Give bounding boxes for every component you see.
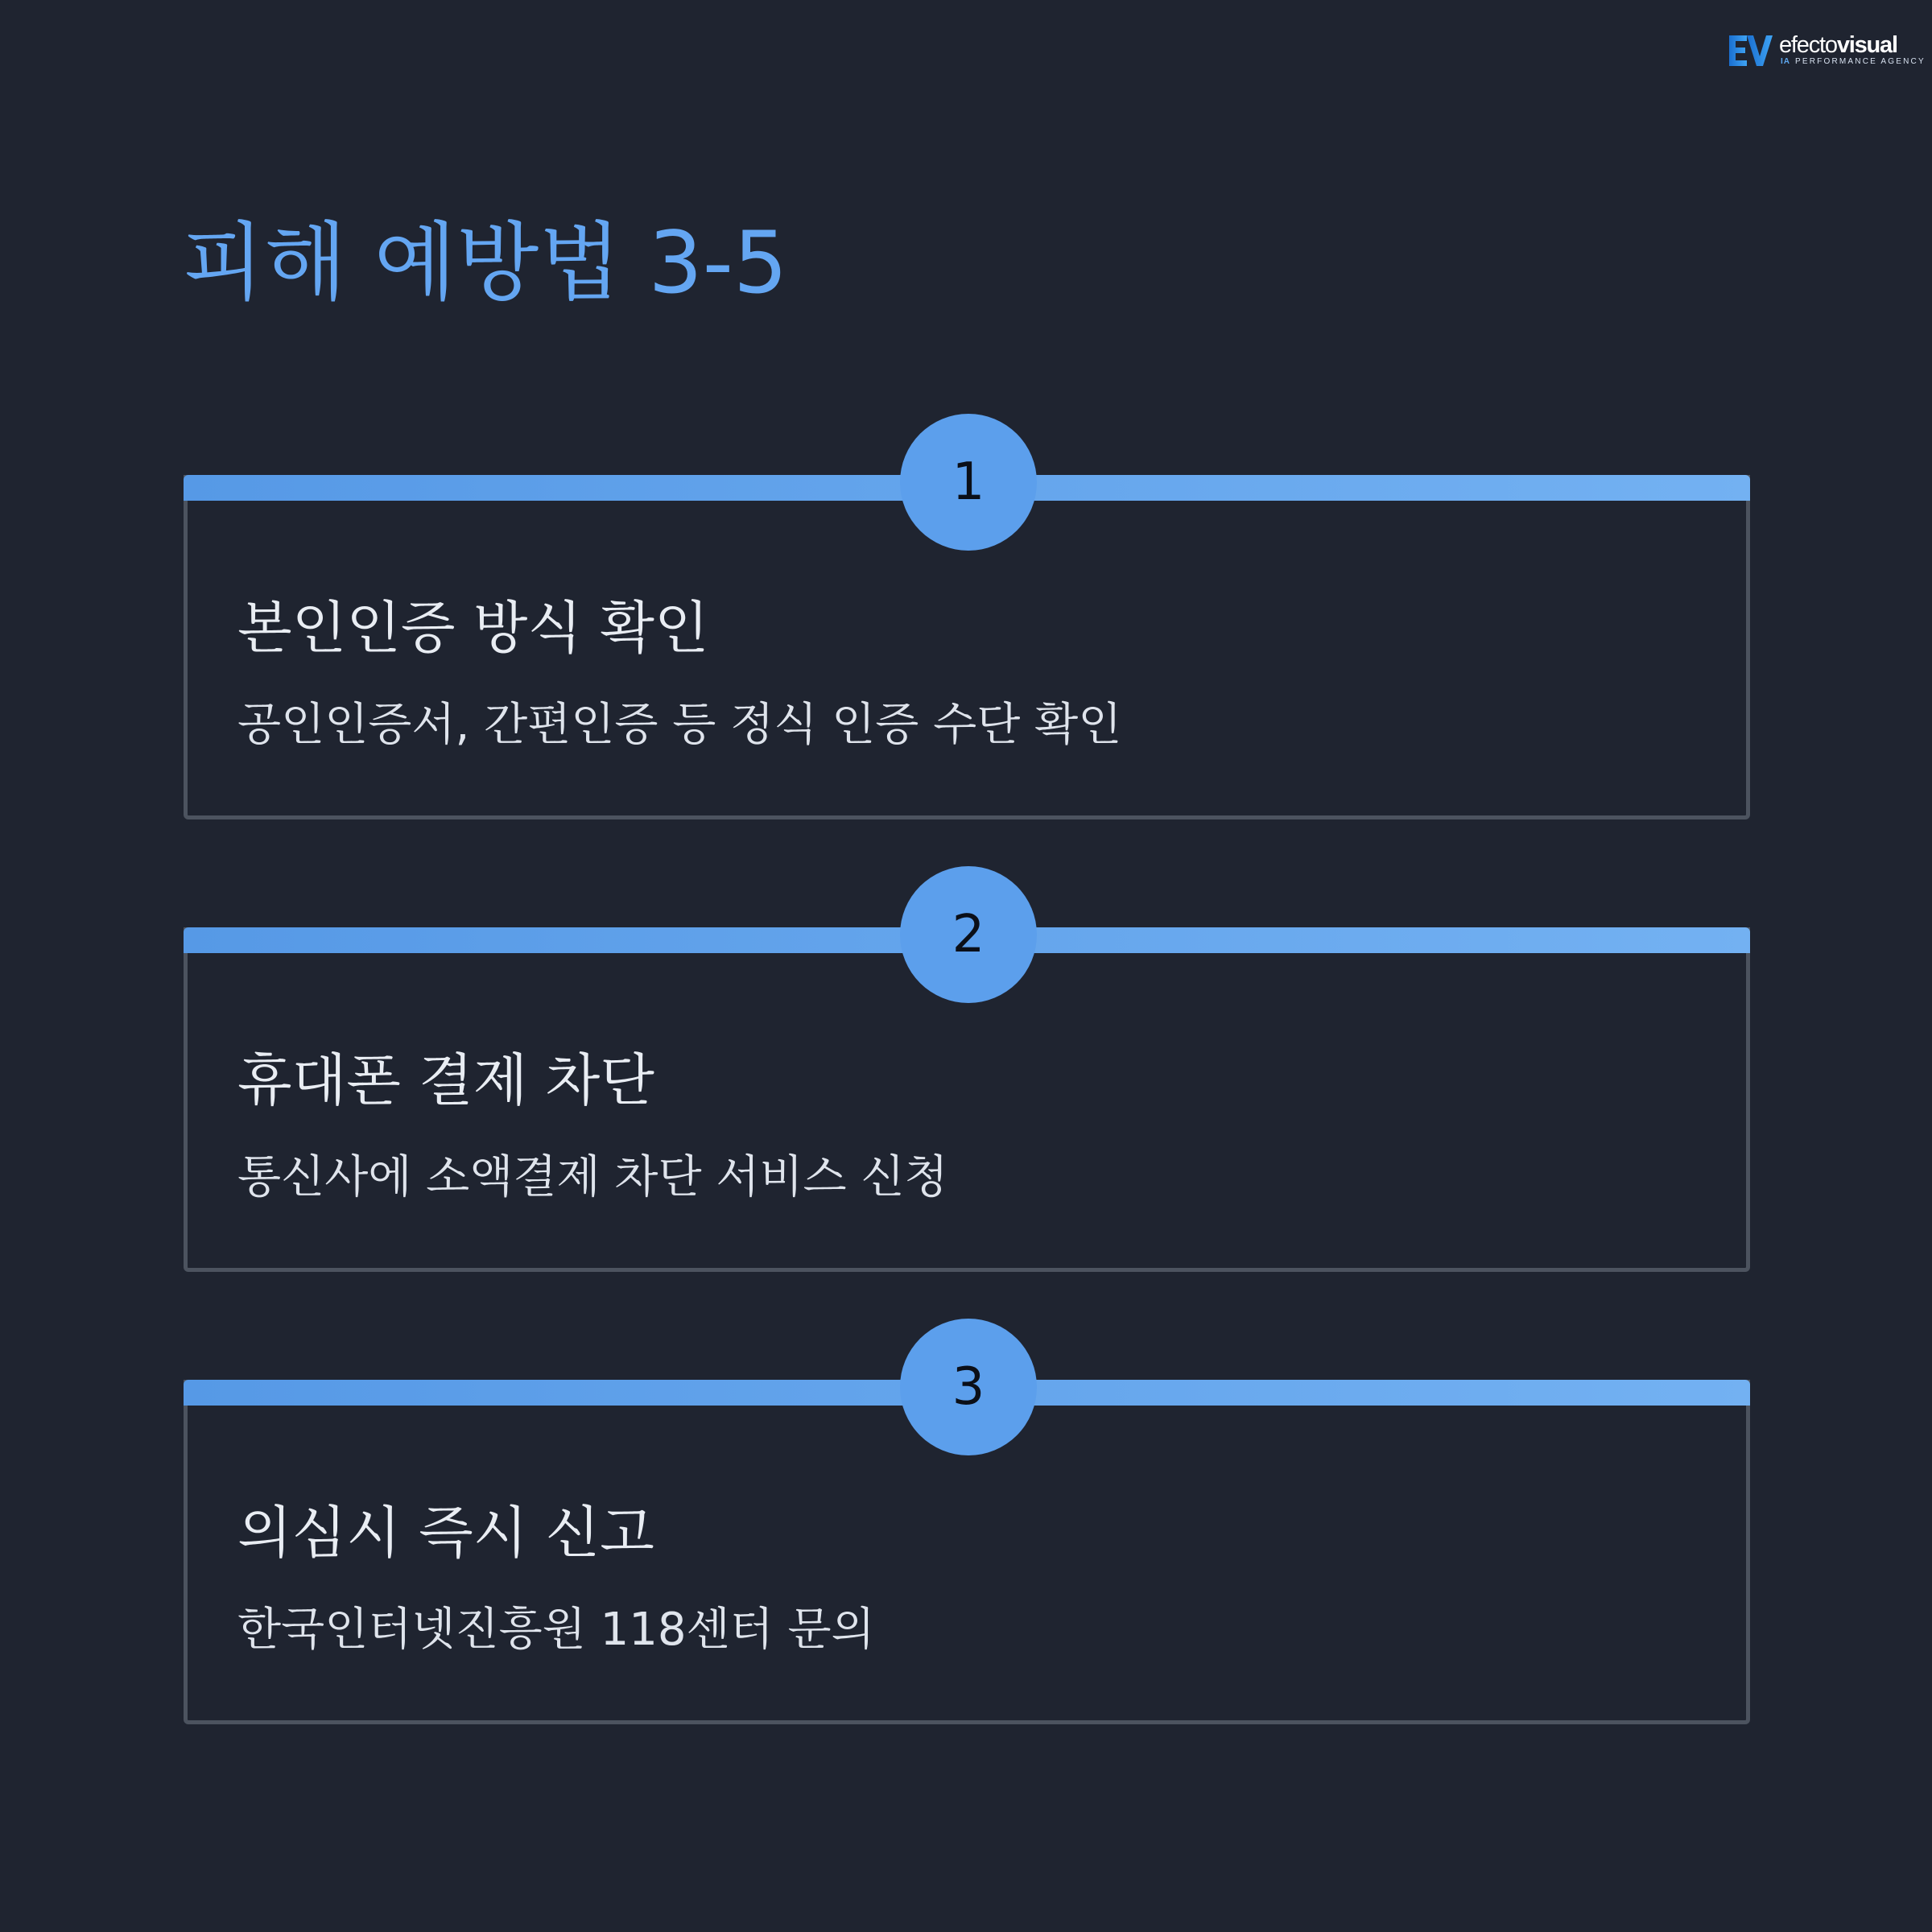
step-card-1 bbox=[184, 452, 1750, 819]
step-title: 휴대폰 결제 차단 bbox=[237, 1047, 654, 1113]
brand-logo bbox=[1728, 31, 1926, 71]
step-description: 한국인터넷진흥원 118센터 문의 bbox=[237, 1604, 875, 1656]
step-title: 본인인증 방식 확인 bbox=[237, 595, 709, 661]
brand-tagline-text: PERFORMANCE AGENCY bbox=[1795, 57, 1926, 66]
step-title: 의심시 즉시 신고 bbox=[237, 1500, 654, 1566]
ev-logo-icon bbox=[1728, 34, 1777, 68]
brand-tagline bbox=[1781, 57, 1926, 66]
step-card-2 bbox=[184, 905, 1750, 1272]
brand-wordmark-bold: visual bbox=[1836, 32, 1897, 58]
brand-wordmark-light: efecto bbox=[1779, 32, 1837, 58]
step-number-badge: 2 bbox=[900, 866, 1037, 1003]
page-title: 피해 예방법 3-5 bbox=[182, 213, 788, 312]
step-number-badge: 3 bbox=[900, 1319, 1037, 1455]
brand-tagline-ia: IA bbox=[1781, 57, 1790, 66]
brand-wordmark bbox=[1779, 31, 1897, 60]
step-card-3 bbox=[184, 1357, 1750, 1724]
step-description: 통신사에 소액결제 차단 서비스 신청 bbox=[237, 1151, 948, 1203]
step-description: 공인인증서, 간편인증 등 정식 인증 수단 확인 bbox=[237, 699, 1122, 751]
step-number-badge: 1 bbox=[900, 414, 1037, 551]
